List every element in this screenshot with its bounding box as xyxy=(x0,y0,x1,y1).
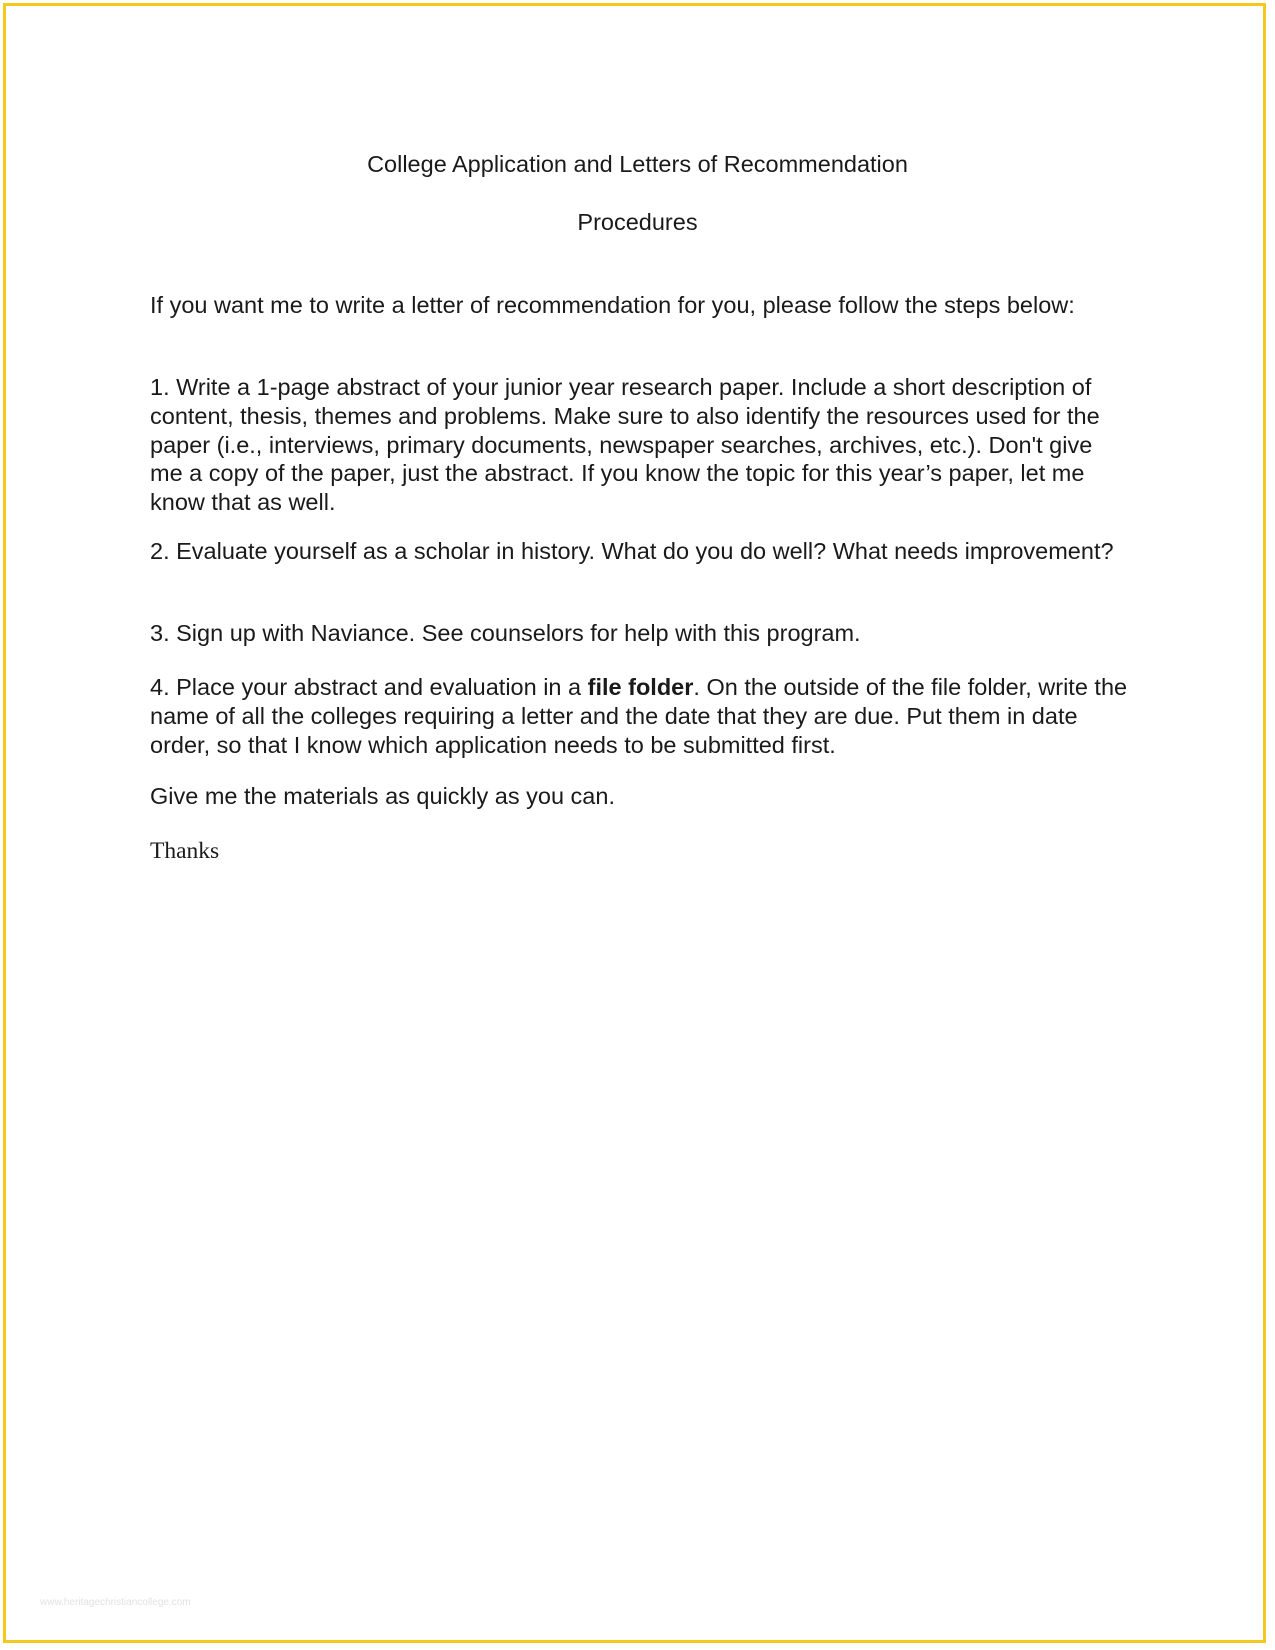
intro-paragraph: If you want me to write a letter of recommendation for you, please follow the steps below: xyxy=(150,292,1075,318)
step-3-paragraph: 3. Sign up with Naviance. See counselors for help with this program. xyxy=(150,620,861,646)
closing-line: Give me the materials as quickly as you can. xyxy=(150,783,615,809)
step-2-paragraph: 2. Evaluate yourself as a scholar in history. What do you do well? What needs improvement? xyxy=(150,538,1114,564)
document-title: College Application and Letters of Recommendation xyxy=(367,151,908,177)
step-4-text-before: 4. Place your abstract and evaluation in a xyxy=(150,674,588,700)
signoff: Thanks xyxy=(150,838,220,864)
watermark: www.heritagechristiancollege.com xyxy=(40,1597,191,1608)
step-4-paragraph xyxy=(150,673,1130,759)
step-1-paragraph: 1. Write a 1-page abstract of your junior year research paper. Include a short description of content, thesis, themes and problems. Make sure to also identify the resources used for the paper (i.e., interviews, primary documents, newspaper searches, archives, etc.). Don't give me a copy of the paper, just the abstract. If you know the topic for this year’s paper, let me know that as well. xyxy=(150,374,1100,516)
page-frame xyxy=(3,3,1266,1643)
document-subtitle: Procedures xyxy=(577,209,698,235)
step-4-bold-phrase: file folder xyxy=(587,674,694,700)
step-4-text-after: . On the outside of the file folder, write the name of all the colleges requiring a letter and the date that they are due. Put them in date order, so that I know which application needs to be submitted first. xyxy=(150,674,1128,758)
